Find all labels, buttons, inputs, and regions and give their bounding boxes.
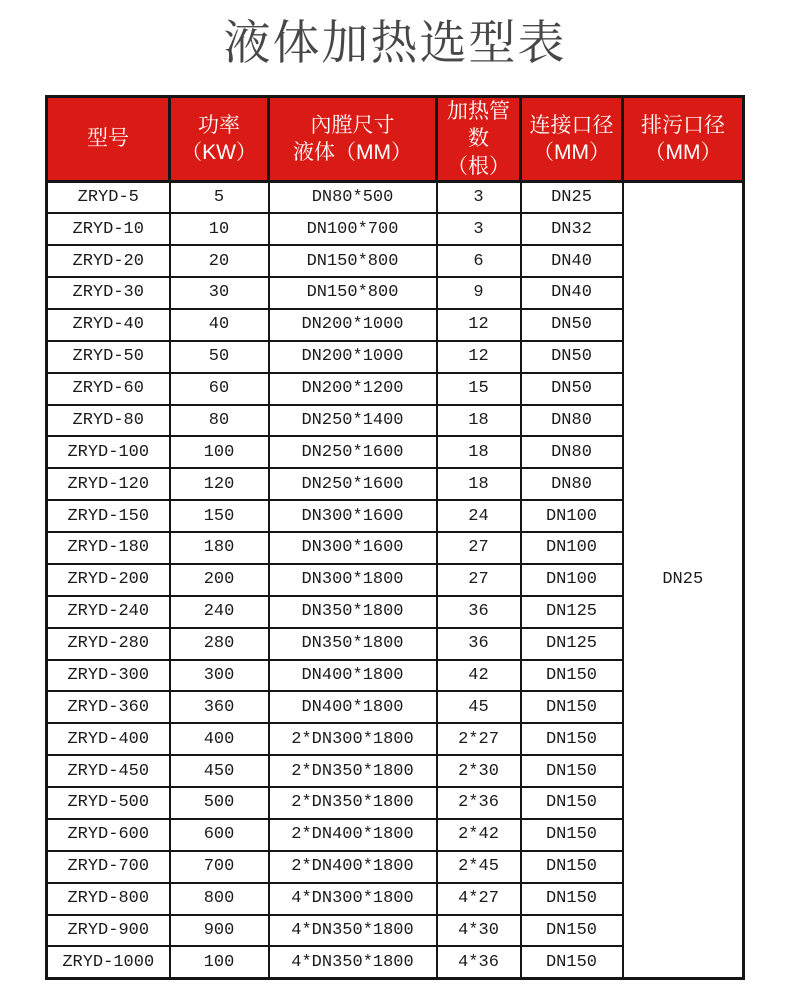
cell-connection-diameter: DN150: [521, 691, 623, 723]
cell-model: ZRYD-150: [47, 500, 170, 532]
cell-tube-count: 42: [437, 660, 521, 692]
cell-model: ZRYD-200: [47, 564, 170, 596]
header-power: [170, 97, 269, 182]
cell-tube-count: 2*30: [437, 755, 521, 787]
header-tube-count: [437, 97, 521, 182]
cell-power: 450: [170, 755, 269, 787]
cell-connection-diameter: DN50: [521, 309, 623, 341]
cell-inner-size: 2*DN400*1800: [269, 819, 437, 851]
table-header: [47, 97, 744, 182]
cell-inner-size: DN250*1400: [269, 405, 437, 437]
cell-connection-diameter: DN125: [521, 596, 623, 628]
cell-power: 80: [170, 405, 269, 437]
cell-connection-diameter: DN150: [521, 946, 623, 978]
cell-connection-diameter: DN50: [521, 341, 623, 373]
cell-connection-diameter: DN150: [521, 723, 623, 755]
header-line: （MM）: [644, 140, 722, 164]
cell-model: ZRYD-80: [47, 405, 170, 437]
cell-tube-count: 18: [437, 468, 521, 500]
cell-connection-diameter: DN100: [521, 532, 623, 564]
cell-inner-size: DN250*1600: [269, 436, 437, 468]
cell-model: ZRYD-800: [47, 883, 170, 915]
cell-inner-size: DN150*800: [269, 245, 437, 277]
header-row: [47, 97, 744, 182]
cell-model: ZRYD-40: [47, 309, 170, 341]
cell-inner-size: DN200*1000: [269, 309, 437, 341]
cell-tube-count: 18: [437, 436, 521, 468]
cell-inner-size: DN100*700: [269, 213, 437, 245]
cell-inner-size: 2*DN300*1800: [269, 723, 437, 755]
cell-inner-size: DN300*1600: [269, 532, 437, 564]
header-line: 液体（MM）: [293, 140, 412, 164]
cell-tube-count: 24: [437, 500, 521, 532]
cell-tube-count: 27: [437, 564, 521, 596]
cell-tube-count: 2*42: [437, 819, 521, 851]
cell-connection-diameter: DN32: [521, 213, 623, 245]
header-model: [47, 97, 170, 182]
cell-tube-count: 3: [437, 213, 521, 245]
cell-connection-diameter: DN150: [521, 660, 623, 692]
cell-power: 150: [170, 500, 269, 532]
cell-tube-count: 12: [437, 309, 521, 341]
cell-power: 900: [170, 915, 269, 947]
cell-tube-count: 18: [437, 405, 521, 437]
cell-inner-size: DN300*1600: [269, 500, 437, 532]
cell-connection-diameter: DN150: [521, 883, 623, 915]
header-line: （根）: [447, 154, 510, 178]
cell-model: ZRYD-20: [47, 245, 170, 277]
header-line: （KW）: [181, 140, 257, 164]
cell-power: 240: [170, 596, 269, 628]
header-line: 內膛尺寸: [310, 113, 395, 137]
cell-connection-diameter: DN100: [521, 564, 623, 596]
cell-model: ZRYD-5: [47, 181, 170, 213]
cell-inner-size: DN350*1800: [269, 628, 437, 660]
cell-tube-count: 27: [437, 532, 521, 564]
cell-power: 800: [170, 883, 269, 915]
header-line: 连接口径: [529, 113, 614, 137]
cell-model: ZRYD-100: [47, 436, 170, 468]
cell-inner-size: DN150*800: [269, 277, 437, 309]
header-line: 加热管数: [447, 100, 510, 151]
cell-tube-count: 45: [437, 691, 521, 723]
cell-power: 30: [170, 277, 269, 309]
cell-tube-count: 36: [437, 628, 521, 660]
table-body: [47, 181, 744, 978]
cell-inner-size: DN200*1200: [269, 373, 437, 405]
cell-model: ZRYD-450: [47, 755, 170, 787]
header-drain-diameter: [623, 97, 744, 182]
cell-model: ZRYD-600: [47, 819, 170, 851]
cell-drain-diameter-merged: DN25: [623, 181, 744, 978]
cell-connection-diameter: DN150: [521, 787, 623, 819]
cell-inner-size: DN400*1800: [269, 691, 437, 723]
cell-connection-diameter: DN150: [521, 851, 623, 883]
cell-tube-count: 2*27: [437, 723, 521, 755]
cell-power: 200: [170, 564, 269, 596]
cell-model: ZRYD-300: [47, 660, 170, 692]
cell-connection-diameter: DN150: [521, 819, 623, 851]
cell-inner-size: 4*DN350*1800: [269, 946, 437, 978]
heater-selection-table: [45, 95, 745, 980]
cell-connection-diameter: DN125: [521, 628, 623, 660]
cell-power: 100: [170, 946, 269, 978]
cell-inner-size: 2*DN350*1800: [269, 755, 437, 787]
cell-model: ZRYD-50: [47, 341, 170, 373]
page-title: 液体加热选型表: [223, 16, 567, 69]
header-connection-diameter: [521, 97, 623, 182]
cell-power: 300: [170, 660, 269, 692]
cell-connection-diameter: DN80: [521, 468, 623, 500]
cell-power: 120: [170, 468, 269, 500]
cell-inner-size: 2*DN350*1800: [269, 787, 437, 819]
cell-power: 400: [170, 723, 269, 755]
cell-model: ZRYD-60: [47, 373, 170, 405]
table-row: [47, 181, 744, 213]
cell-tube-count: 4*30: [437, 915, 521, 947]
cell-inner-size: DN300*1800: [269, 564, 437, 596]
cell-model: ZRYD-120: [47, 468, 170, 500]
cell-inner-size: DN80*500: [269, 181, 437, 213]
header-line: 型号: [87, 127, 129, 151]
cell-model: ZRYD-10: [47, 213, 170, 245]
cell-model: ZRYD-180: [47, 532, 170, 564]
cell-model: ZRYD-280: [47, 628, 170, 660]
cell-power: 500: [170, 787, 269, 819]
cell-tube-count: 4*36: [437, 946, 521, 978]
cell-power: 180: [170, 532, 269, 564]
cell-power: 20: [170, 245, 269, 277]
cell-power: 280: [170, 628, 269, 660]
cell-connection-diameter: DN100: [521, 500, 623, 532]
cell-connection-diameter: DN25: [521, 181, 623, 213]
cell-inner-size: 4*DN350*1800: [269, 915, 437, 947]
header-line: 排污口径: [641, 113, 725, 137]
cell-tube-count: 12: [437, 341, 521, 373]
cell-connection-diameter: DN80: [521, 405, 623, 437]
cell-inner-size: 2*DN400*1800: [269, 851, 437, 883]
header-inner-size: [269, 97, 437, 182]
cell-inner-size: 4*DN300*1800: [269, 883, 437, 915]
cell-inner-size: DN200*1000: [269, 341, 437, 373]
cell-power: 700: [170, 851, 269, 883]
cell-tube-count: 4*27: [437, 883, 521, 915]
header-line: 功率: [198, 113, 240, 137]
cell-model: ZRYD-1000: [47, 946, 170, 978]
cell-inner-size: DN400*1800: [269, 660, 437, 692]
cell-power: 360: [170, 691, 269, 723]
cell-power: 600: [170, 819, 269, 851]
cell-connection-diameter: DN150: [521, 755, 623, 787]
cell-connection-diameter: DN40: [521, 245, 623, 277]
cell-connection-diameter: DN150: [521, 915, 623, 947]
cell-model: ZRYD-240: [47, 596, 170, 628]
cell-tube-count: 15: [437, 373, 521, 405]
cell-tube-count: 2*45: [437, 851, 521, 883]
header-line: （MM）: [533, 140, 610, 164]
cell-power: 60: [170, 373, 269, 405]
cell-model: ZRYD-360: [47, 691, 170, 723]
cell-connection-diameter: DN50: [521, 373, 623, 405]
cell-power: 10: [170, 213, 269, 245]
cell-connection-diameter: DN40: [521, 277, 623, 309]
cell-model: ZRYD-500: [47, 787, 170, 819]
cell-power: 50: [170, 341, 269, 373]
cell-power: 100: [170, 436, 269, 468]
cell-tube-count: 36: [437, 596, 521, 628]
cell-tube-count: 3: [437, 181, 521, 213]
cell-model: ZRYD-30: [47, 277, 170, 309]
cell-model: ZRYD-400: [47, 723, 170, 755]
cell-tube-count: 6: [437, 245, 521, 277]
cell-inner-size: DN250*1600: [269, 468, 437, 500]
cell-model: ZRYD-900: [47, 915, 170, 947]
cell-tube-count: 9: [437, 277, 521, 309]
cell-inner-size: DN350*1800: [269, 596, 437, 628]
cell-power: 5: [170, 181, 269, 213]
cell-connection-diameter: DN80: [521, 436, 623, 468]
cell-tube-count: 2*36: [437, 787, 521, 819]
cell-power: 40: [170, 309, 269, 341]
cell-model: ZRYD-700: [47, 851, 170, 883]
